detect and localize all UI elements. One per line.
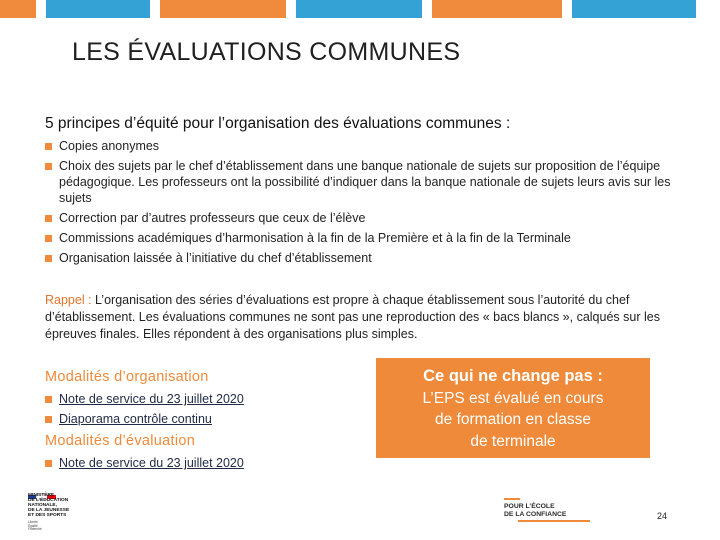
callout-title: Ce qui ne change pas :	[423, 367, 603, 385]
devise	[28, 521, 42, 532]
bullet-square-icon	[45, 460, 52, 467]
top-bar-orange-3	[432, 0, 562, 18]
list-item	[45, 250, 685, 266]
modalites-evaluation-links	[45, 455, 244, 475]
bullet-square-icon	[45, 215, 52, 222]
ministry-logo	[28, 486, 88, 534]
top-bar-blue-1	[46, 0, 150, 18]
modalites-organisation-title: Modalités d’organisation	[45, 369, 209, 385]
list-item-text: Correction par d’autres professeurs que ceux de l’élève	[59, 211, 366, 225]
logo-text	[504, 503, 566, 518]
top-bar-orange-1	[0, 0, 36, 18]
list-item	[45, 411, 244, 427]
bullet-square-icon	[45, 235, 52, 242]
bullet-square-icon	[45, 143, 52, 150]
callout-box	[376, 358, 650, 458]
note-de-service-evaluation-link[interactable]: Note de service du 23 juillet 2020	[59, 456, 244, 470]
rappel-text: L’organisation des séries d’évaluations est propre à chaque établissement sous l’autorité du chef d’établissement. Les évaluations communes ne sont pas une reproduction des « bacs blancs », calqués sur les épreuves finales. Elles répondent à des organisations plus simples.	[45, 293, 660, 341]
list-item-text: Choix des sujets par le chef d’établissement dans une banque nationale de sujets sur proposition de l’équipe pédagogique. Les professeurs ont la possibilité d’indiquer dans la banque nationale de sujets leurs avis sur les sujets	[59, 159, 671, 205]
callout-line: de formation en classe	[435, 411, 591, 428]
list-item	[45, 455, 244, 471]
devise-line: Égalité	[28, 523, 38, 528]
ministry-line: DE L’ÉDUCATION	[28, 498, 69, 503]
note-de-service-link[interactable]: Note de service du 23 juillet 2020	[59, 392, 244, 406]
top-bar-blue-3	[572, 0, 696, 18]
diaporama-link[interactable]: Diaporama contrôle continu	[59, 412, 212, 426]
list-item-text: Organisation laissée à l’initiative du chef d’établissement	[59, 251, 372, 265]
bullet-square-icon	[45, 416, 52, 423]
devise-line: Fraternité	[28, 527, 42, 532]
page-number: 24	[657, 511, 668, 521]
ministry-line: DE LA JEUNESSE	[28, 508, 70, 513]
list-item	[45, 391, 244, 407]
top-bar-orange-2	[160, 0, 286, 18]
rappel-paragraph	[45, 292, 685, 343]
logo-underline	[518, 520, 590, 522]
french-flag-icon	[28, 486, 56, 490]
principles-list	[45, 138, 685, 270]
list-item-text: Commissions académiques d’harmonisation à la fin de la Première et à la fin de la Terminale	[59, 231, 571, 245]
list-item	[45, 138, 685, 154]
modalites-evaluation-title: Modalités d’évaluation	[45, 433, 196, 449]
list-item-text: Copies anonymes	[59, 139, 160, 153]
page-title: LES ÉVALUATIONS COMMUNES	[72, 38, 461, 66]
bullet-square-icon	[45, 163, 52, 170]
ministry-line: NATIONALE,	[28, 503, 57, 508]
bullet-square-icon	[45, 396, 52, 403]
ecole-confiance-logo	[504, 498, 590, 526]
devise-line: Liberté	[28, 520, 38, 524]
list-item	[45, 230, 685, 246]
ministry-line: MINISTÈRE	[28, 493, 55, 498]
callout-line: L’EPS est évalué en cours	[422, 389, 604, 407]
principles-heading: 5 principes d’équité pour l’organisation des évaluations communes :	[45, 115, 511, 132]
logo-line: DE LA CONFIANCE	[504, 510, 567, 518]
logo-accent-line	[504, 498, 520, 500]
ministry-line: ET DES SPORTS	[28, 513, 67, 518]
logo-line: POUR L’ÉCOLE	[504, 503, 555, 510]
bullet-square-icon	[45, 255, 52, 262]
top-bar-blue-2	[296, 0, 422, 18]
callout-line: de terminale	[470, 432, 556, 450]
list-item	[45, 210, 685, 226]
rappel-label: Rappel :	[45, 293, 92, 307]
list-item	[45, 158, 685, 206]
ministry-name	[28, 493, 88, 518]
modalites-organisation-links	[45, 391, 244, 431]
